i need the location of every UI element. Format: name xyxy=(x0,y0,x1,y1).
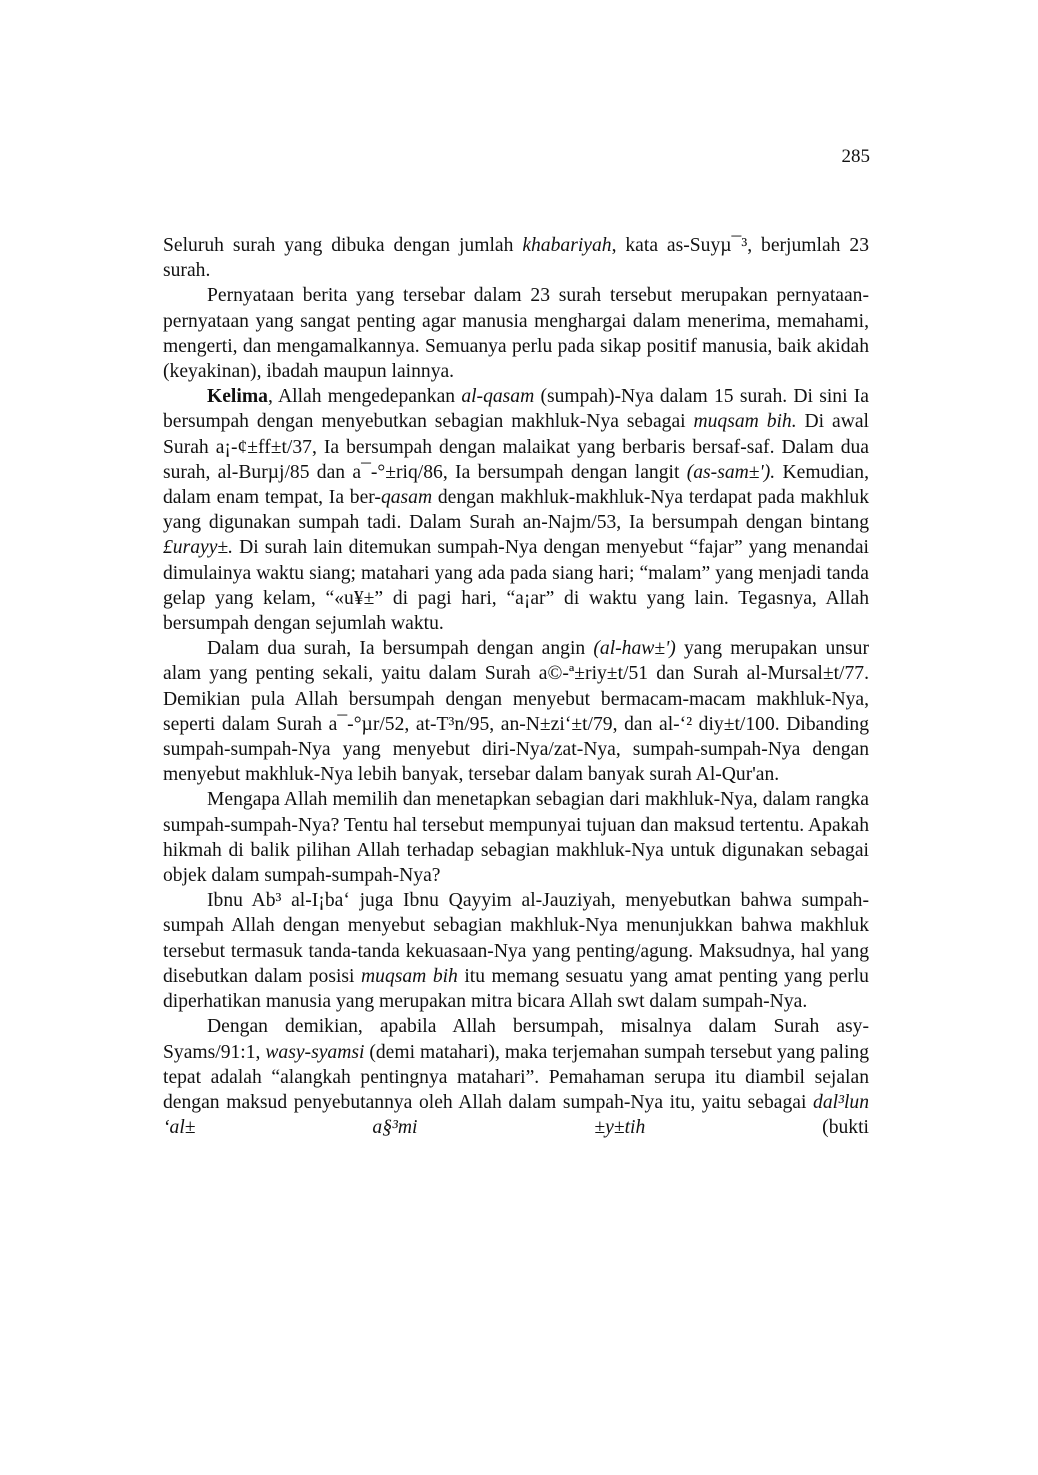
text-run: (sumpah)-Nya dalam 15 surah. Di sini Ia bersumpah dengan menyebutkan sebagian makhluk-Nya sebagai xyxy=(163,386,869,433)
text-run: (bukti xyxy=(645,1117,869,1139)
italic-term: £urayy±. xyxy=(163,537,234,559)
text-run: Pernyataan berita yang tersebar dalam 23 surah tersebut merupakan pernyataan-pernyataan yang sangat penting agar manusia menghargai dalam menerima, memahami, mengerti, dan mengamalkannya. Semuanya perlu pada sikap positif manusia, baik akidah (keyakinan), ibadah maupun lainnya. xyxy=(163,285,869,383)
bold-term: Kelima xyxy=(207,386,268,408)
text-run: Seluruh surah yang dibuka dengan jumlah xyxy=(163,235,523,256)
paragraph-3 xyxy=(163,384,869,636)
paragraph-5 xyxy=(163,787,869,888)
italic-term: muqsam bih. xyxy=(693,411,797,433)
text-run: itu memang sesuatu yang amat penting yang perlu diperhatikan manusia yang merupakan mitra bicara Allah swt dalam sumpah-Nya. xyxy=(163,965,869,1013)
body-text xyxy=(163,233,869,1140)
text-run: dengan makhluk-makhluk-Nya terdapat pada makhluk yang digunakan sumpah tadi. Dalam Surah an-Najm/53, Ia bersumpah dengan bintang xyxy=(163,487,869,534)
text-run: (demi matahari), maka terjemahan sumpah tersebut yang paling tepat adalah “alangkah pentingnya matahari”. Pemahaman serupa itu diambil sejalan dengan maksud penyebutannya oleh Allah dalam sumpah-Nya itu, yaitu sebagai xyxy=(163,1041,869,1113)
text-run: Ibnu Ab³ al-I¡ba‘ juga Ibnu Qayyim al-Jauziyah, menyebutkan bahwa sumpah-sumpah Allah dengan menyebut sebagian makhluk-Nya menunjukkan bahwa makhluk tersebut termasuk tanda-tanda kekuasaan-Nya yang penting/agung. Maksudnya, hal yang disebutkan dalam posisi xyxy=(163,890,869,987)
italic-term: (as-sam±'). xyxy=(686,461,776,483)
italic-term: (al-haw±') xyxy=(593,638,676,660)
italic-term: muqsam bih xyxy=(361,965,458,987)
text-run: yang merupakan unsur alam yang penting sekali, yaitu dalam Surah a©-ª±riy±t/51 dan Surah al-Mursal±t/77. Demikian pula Allah bersumpah dengan menyebut bermacam-macam makhluk-Nya, seperti dalam Surah a¯-°µr/52, at-T³n/95, an-N±zi‘±t/79, dan al-‘² diy±t/100. Dibanding sumpah-sumpah-Nya yang menyebut diri-Nya/zat-Nya, sumpah-sumpah-Nya dengan menyebut makhluk-Nya lebih banyak, tersebar dalam banyak surah Al-Qur'an. xyxy=(163,638,869,786)
italic-term: khabariyah xyxy=(522,235,612,256)
paragraph-7 xyxy=(163,1014,869,1140)
text-run: , Allah mengedepankan xyxy=(267,386,462,408)
paragraph-2 xyxy=(163,283,869,384)
text-run: Di awal Surah a¡-¢±ff±t/37, Ia bersumpah dengan malaikat yang berbaris bersaf-saf. Dalam dua surah, al-Burµj/85 dan a¯-°±riq/86, Ia bersumpah dengan langit xyxy=(163,411,869,483)
page-number: 285 xyxy=(841,146,870,167)
text-run: Kemudian, dalam enam tempat, Ia ber- xyxy=(163,461,869,509)
italic-term: dal³lun ‘al± a§³mi ±y±tih xyxy=(163,1091,869,1139)
text-run: Dalam dua surah, Ia bersumpah dengan angin xyxy=(207,638,594,660)
paragraph-6 xyxy=(163,888,869,1014)
text-run: , kata as-Suyµ¯³, berjumlah 23 surah. xyxy=(163,235,869,282)
italic-term: al-qasam xyxy=(461,386,535,408)
text-run: Mengapa Allah memilih dan menetapkan sebagian dari makhluk-Nya, dalam rangka sumpah-sumpah-Nya? Tentu hal tersebut mempunyai tujuan dan maksud tertentu. Apakah hikmah di balik pilihan Allah terhadap sebagian makhluk-Nya untuk digunakan sebagai objek dalam sumpah-sumpah-Nya? xyxy=(163,789,869,887)
paragraph-1 xyxy=(163,233,869,283)
italic-term: qasam xyxy=(380,487,433,509)
paragraph-4 xyxy=(163,636,869,787)
text-run: Dengan demikian, apabila Allah bersumpah, misalnya dalam Surah asy-Syams/91:1, xyxy=(163,1016,869,1063)
italic-term: wasy-syamsi xyxy=(265,1041,365,1063)
text-run: Di surah lain ditemukan sumpah-Nya dengan menyebut “fajar” yang menandai dimulainya waktu siang; matahari yang ada pada siang hari; “malam” yang menjadi tanda gelap yang kelam, “«u¥±” di pagi hari, “a¡ar” di waktu yang lain. Tegasnya, Allah bersumpah dengan sejumlah waktu. xyxy=(163,537,869,635)
